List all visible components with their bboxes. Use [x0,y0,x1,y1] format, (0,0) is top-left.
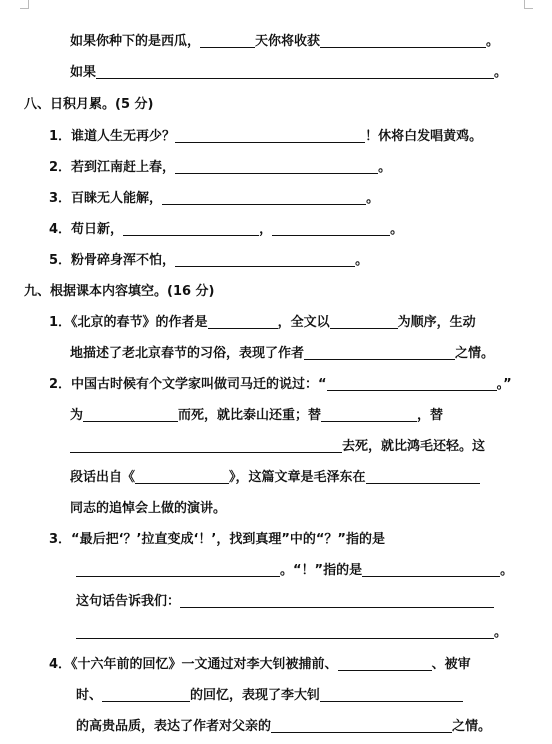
s9-q1-line-2: 地描述了老北京春节的习俗，表现了作者 之情。 [70,346,495,361]
blank[interactable] [200,33,255,48]
blank[interactable] [135,469,229,484]
s9-q3-line-2: 。“！”指的是 。 [76,562,513,580]
blank[interactable] [175,128,365,143]
s8-item-2: 2．若到江南赶上春， 。 [49,160,392,175]
s8-item-3: 3．百睐无人能解， 。 [49,191,380,206]
s9-q4-line-2: 时、 的回忆，表现了李大钊 [76,687,463,705]
s9-q3-line-1: 3．“最后把‘？’拉直变成‘！’，找到真理”中的“？”指的是 [49,532,385,547]
blank[interactable] [272,221,390,236]
s9-q2-line-4: 段话出自《 》，这篇文章是毛泽东在 [70,469,480,487]
s9-q2-line-2: 为 而死，就比泰山还重；替 ，替 [70,408,444,423]
s9-q4-line-3: 的高贵品质，表达了作者对父亲的 之情。 [76,719,492,734]
s8-item-4: 4．苟日新， ， 。 [49,222,404,237]
s9-q2-line-5: 同志的追悼会上做的演讲。 [70,501,227,516]
top-line-1: 如果你种下的是西瓜， 天你将收获 。 [70,34,500,49]
blank[interactable] [271,718,452,733]
blank[interactable] [123,221,259,236]
blank[interactable] [162,190,366,205]
blank[interactable] [366,469,480,484]
s9-q1-line-1: 1．《北京的春节》的作者是 ，全文以 为顺序，生动 [49,315,476,330]
s8-item-5: 5．粉骨碎身浑不怕， 。 [49,253,369,268]
section-8-title: 八、日积月累。(5 分) [24,97,154,112]
s9-q3-line-4: 。 [76,624,507,642]
s9-q3-line-3: 这句话告诉我们： [76,593,494,611]
blank[interactable] [321,407,417,422]
blank[interactable] [70,438,342,453]
blank[interactable] [102,687,190,702]
s9-q4-line-1: 4．《十六年前的回忆》一文通过对李大钊被捕前、 、被审 [49,657,471,672]
blank[interactable] [330,314,398,329]
blank[interactable] [327,376,497,391]
s8-item-1: 1．谁道人生无再少？ ！休将白发唱黄鸡。 [49,129,483,144]
crop-mark-top-right [524,0,533,9]
blank[interactable] [76,624,494,639]
blank[interactable] [96,64,494,79]
blank[interactable] [175,159,378,174]
blank[interactable] [320,687,463,702]
s9-q2-line-3: 去死，就比鸿毛还轻。这 [70,438,485,456]
section-9-title: 九、根据课本内容填空。(16 分) [24,284,215,299]
blank[interactable] [175,252,355,267]
blank[interactable] [304,345,455,360]
blank[interactable] [338,656,432,671]
blank[interactable] [208,314,278,329]
blank[interactable] [76,562,280,577]
blank[interactable] [180,593,494,608]
blank[interactable] [362,562,500,577]
crop-mark-top-left [20,0,29,9]
s9-q2-line-1: 2．中国古时候有个文学家叫做司马迁的说过：“ 。” [49,377,512,392]
blank[interactable] [320,33,486,48]
top-line-2: 如果 。 [70,65,508,80]
blank[interactable] [83,407,178,422]
